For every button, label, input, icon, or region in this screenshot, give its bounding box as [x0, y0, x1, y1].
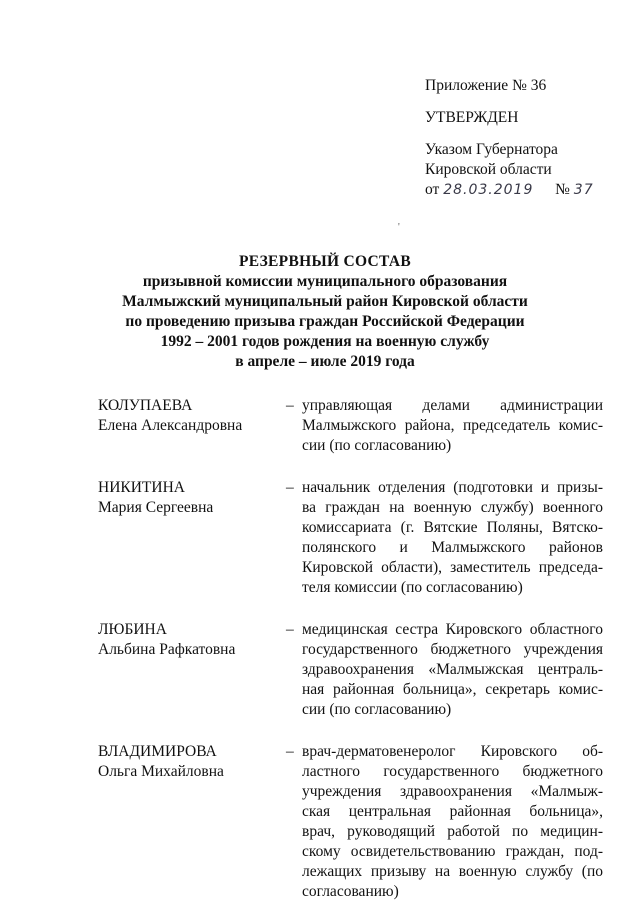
role-line: сии (по согласованию)	[302, 437, 452, 454]
decree-line-1: Указом Губернатора	[425, 141, 558, 158]
role-line: ластного государственного бюджетного	[302, 763, 603, 780]
approved-stamp-text: УТВЕРЖДЕН	[425, 109, 519, 126]
role-line: согласованию)	[302, 883, 399, 900]
member-given-names: Мария Сергеевна	[98, 499, 214, 516]
role-line: скому освидетельствованию граждан, под-	[302, 843, 603, 860]
member-role	[302, 478, 603, 598]
role-line: Кировской области), заместитель председа-	[302, 559, 603, 576]
title-line-1: призывной комиссии муниципального образования	[142, 273, 508, 290]
member-person	[98, 620, 286, 720]
role-line: ная районная больница», секретарь комис-	[302, 681, 603, 698]
role-line: ва граждан на военную службу) военного	[302, 499, 603, 516]
member-entry	[98, 620, 603, 720]
role-line: учреждения здравоохранения «Малмыж-	[302, 783, 603, 800]
role-line: комиссариата (г. Вятские Поляны, Вятско-	[302, 519, 603, 536]
role-line: управляющая делами администрации	[302, 397, 603, 414]
member-dash: –	[286, 743, 294, 760]
title-line-2: Малмыжский муниципальный район Кировской области	[122, 293, 528, 310]
role-line: здравоохранения «Малмыжская централь-	[302, 661, 603, 678]
handwritten-number: 37	[573, 182, 594, 198]
role-line: врач, руководящий работой по медицин-	[302, 823, 603, 840]
member-entry	[98, 478, 603, 598]
member-dash: –	[286, 621, 294, 638]
title-line-5: в апреле – июле 2019 года	[235, 353, 415, 370]
members-list	[98, 396, 603, 902]
role-line: начальник отделения (подготовки и призы-	[302, 479, 603, 496]
member-dash: –	[286, 479, 294, 496]
member-given-names: Елена Александровна	[98, 417, 243, 434]
member-dash: –	[286, 397, 294, 414]
role-line: ская центральная районная больница»,	[302, 803, 603, 820]
member-given-names: Ольга Михайловна	[98, 763, 224, 780]
member-entry	[98, 396, 603, 456]
handwritten-date: 28.03.2019	[443, 182, 534, 198]
role-line: лежащих призыву на военную службу (по	[302, 863, 603, 880]
document-title-block	[80, 252, 570, 372]
role-line: Малмыжского района, председатель комис-	[302, 417, 603, 434]
decree-date-line	[425, 180, 615, 200]
member-given-names: Альбина Рафкатовна	[98, 641, 236, 658]
member-person	[98, 742, 286, 902]
role-line: государственного бюджетного учреждения	[302, 641, 603, 658]
role-line: полянского и Малмыжского районов	[302, 539, 603, 556]
role-line: теля комиссии (по согласованию)	[302, 579, 523, 596]
date-prefix: от	[425, 181, 440, 198]
member-surname: ВЛАДИМИРОВА	[98, 743, 217, 760]
role-line: сии (по согласованию)	[302, 701, 452, 718]
document-title: РЕЗЕРВНЫЙ СОСТАВ	[238, 253, 412, 270]
number-prefix: №	[555, 181, 570, 198]
member-surname: КОЛУПАЕВА	[98, 397, 193, 414]
title-line-4: 1992 – 2001 годов рождения на военную службу	[160, 333, 490, 350]
appendix-block	[425, 76, 615, 200]
member-surname: ЛЮБИНА	[98, 621, 167, 638]
appendix-label: Приложение № 36	[425, 77, 547, 94]
role-line: врач-дерматовенеролог Кировского об-	[302, 743, 603, 760]
decree-line-2: Кировской области	[425, 161, 552, 178]
member-entry	[98, 742, 603, 902]
member-person	[98, 396, 286, 456]
role-line: медицинская сестра Кировского областного	[302, 621, 603, 638]
member-surname: НИКИТИНА	[98, 479, 185, 496]
title-line-3: по проведению призыва граждан Российской Федерации	[125, 313, 525, 330]
member-person	[98, 478, 286, 598]
member-role	[302, 396, 603, 456]
scan-speck: '	[398, 222, 400, 233]
member-role	[302, 742, 603, 902]
member-role	[302, 620, 603, 720]
